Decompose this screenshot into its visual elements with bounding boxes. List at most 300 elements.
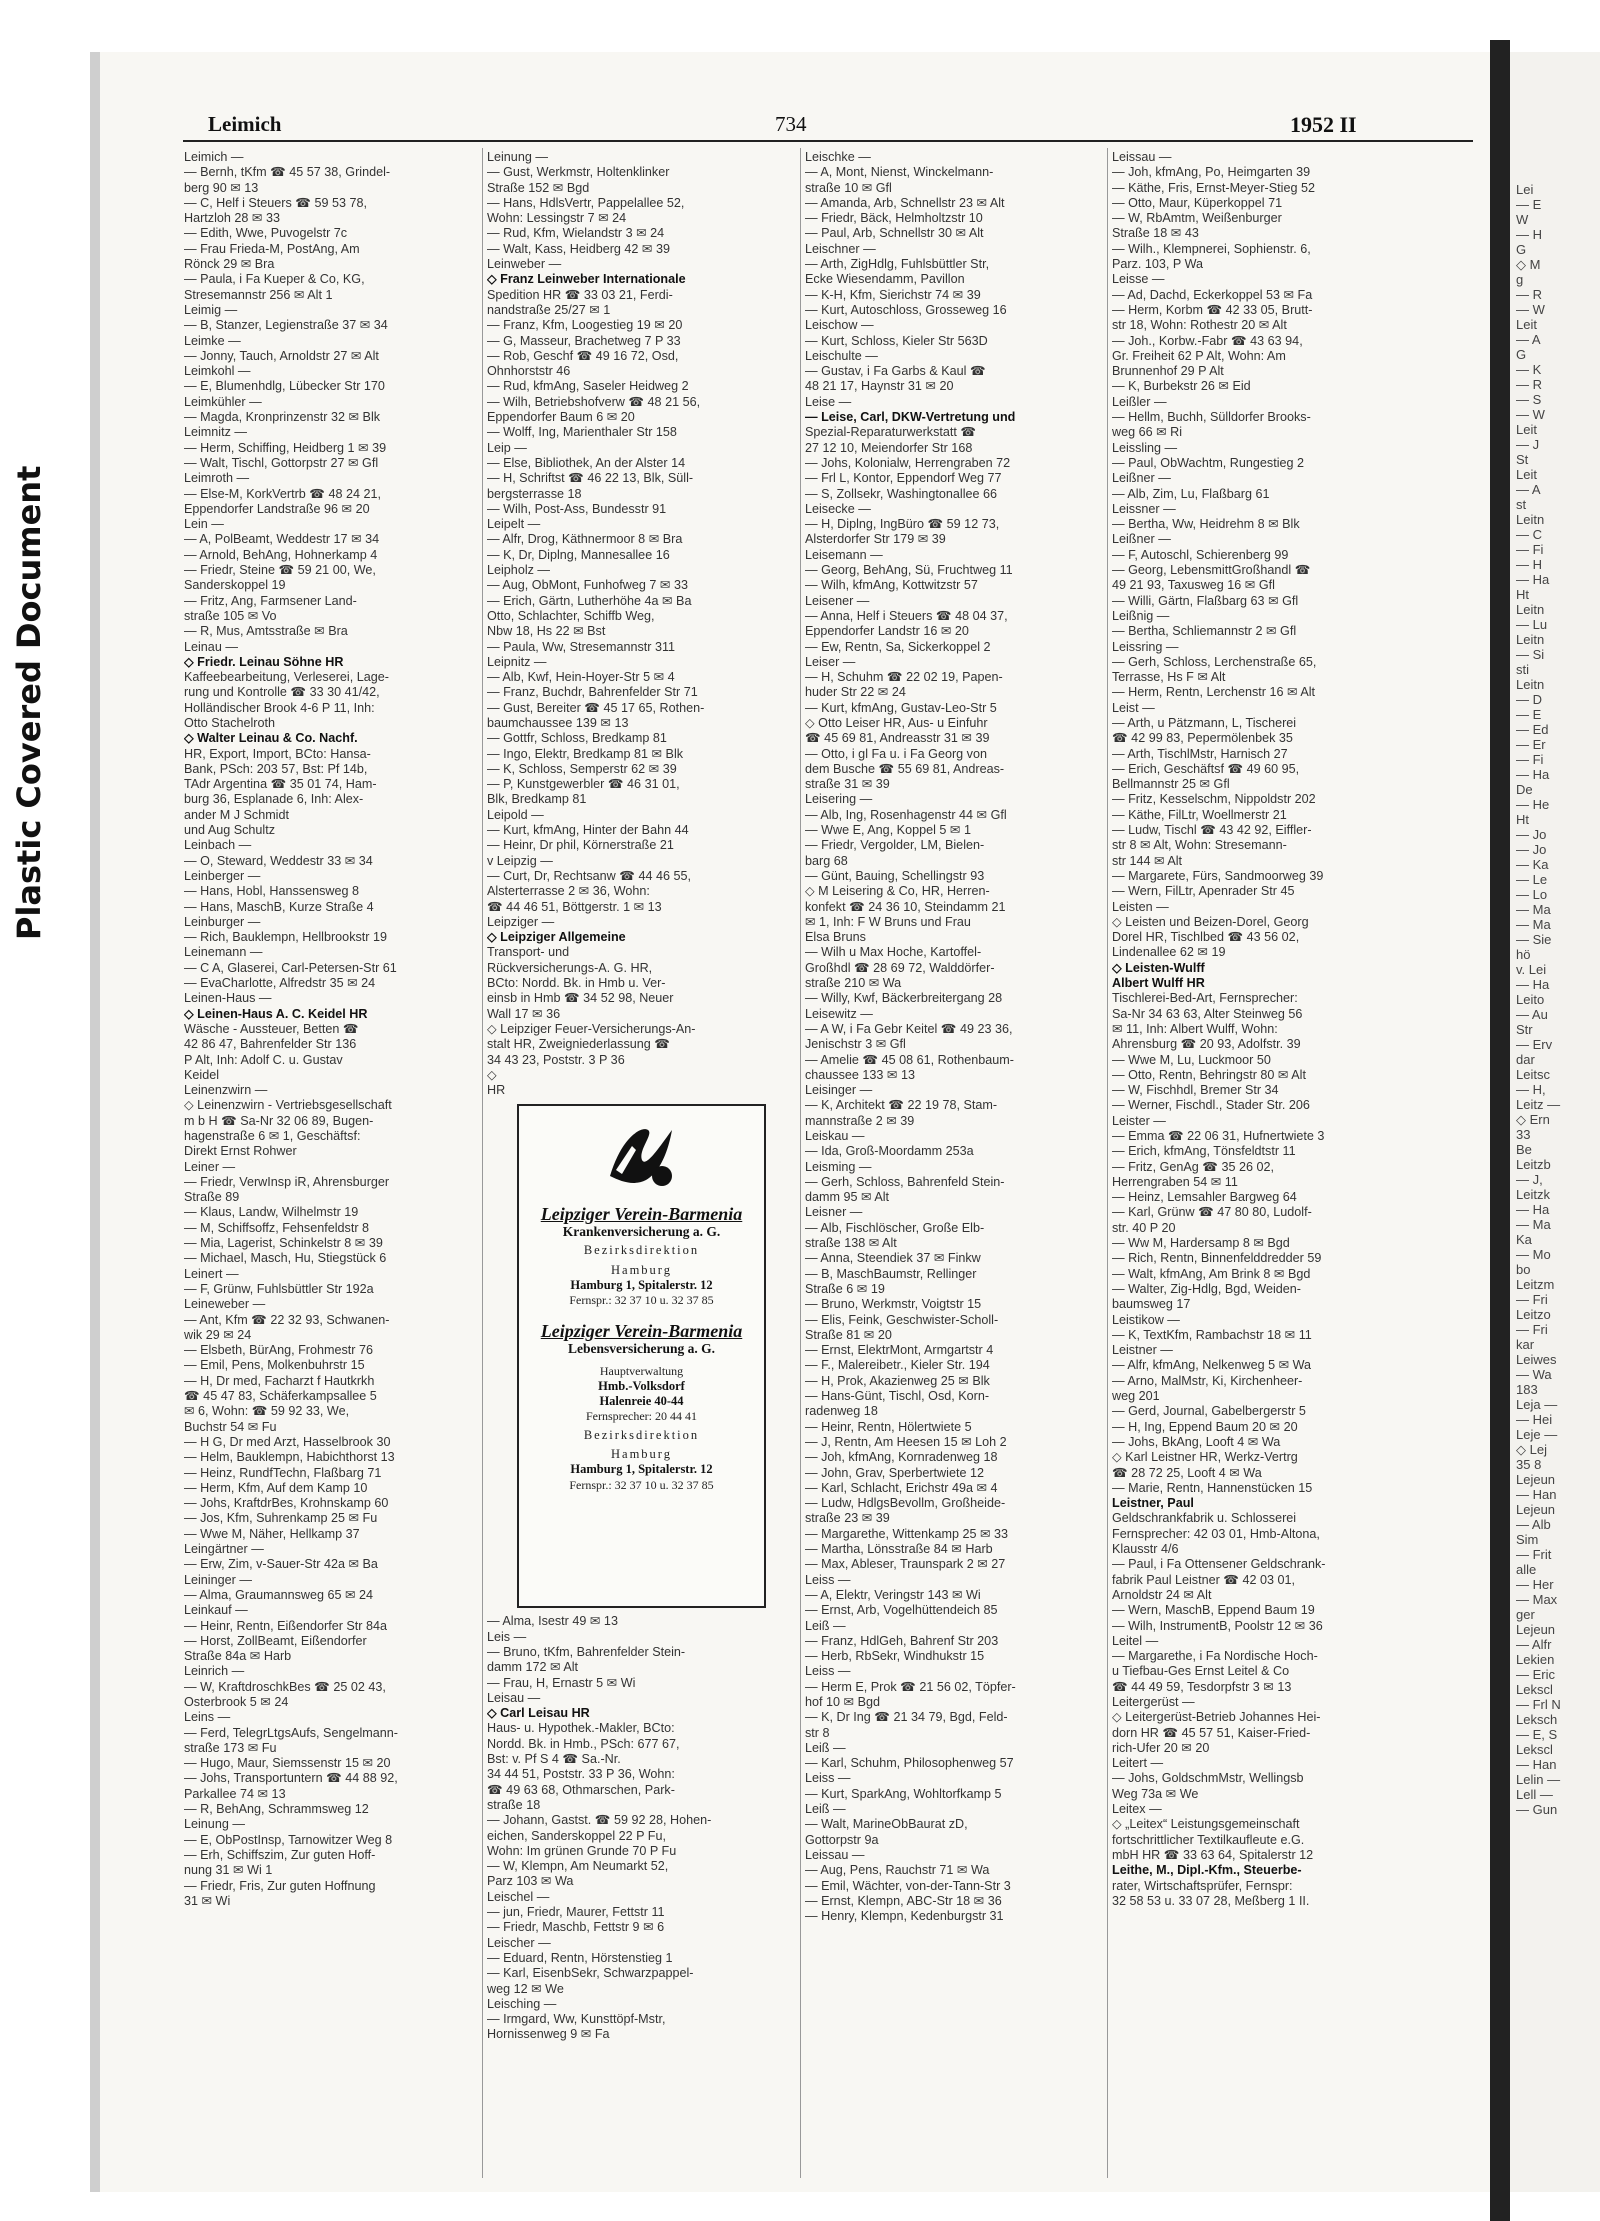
directory-entry-line: Buchstr 54 ✉ Fu (184, 1419, 277, 1434)
directory-entry-line: — Else, Bibliothek, An der Alster 14 (487, 455, 686, 470)
adjacent-page-line: — Ma (1516, 917, 1551, 932)
directory-entry-line: — Irmgard, Ww, Kunsttöpf-Mstr, (487, 2012, 666, 2027)
directory-entry-line: Leiß — (805, 1618, 846, 1633)
directory-entry-line: Leipholz — (487, 563, 551, 578)
adjacent-page-line: Sim (1516, 1532, 1539, 1547)
directory-entry-line: — Johann, Gastst. ☎ 59 92 28, Hohen- (487, 1813, 712, 1828)
directory-entry-line: Holländischer Brook 4-6 P 11, Inh: (184, 700, 375, 715)
directory-entry-line: Leipziger — (487, 914, 555, 929)
directory-entry-line: damm 95 ✉ Alt (805, 1190, 890, 1205)
directory-entry-line: — Fritz, GenAg ☎ 35 26 02, (1112, 1159, 1274, 1174)
directory-entry-line: — E, Blumenhdlg, Lübecker Str 170 (184, 379, 385, 394)
adjacent-page-line: — Ha (1516, 977, 1550, 992)
directory-entry-line: — Emma ☎ 22 06 31, Hufnertwiete 3 (1112, 1129, 1325, 1143)
directory-entry-line: 34 43 23, Poststr. 3 P 36 (487, 1052, 625, 1067)
directory-entry-line: — Emil, Wächter, von-der-Tann-Str 3 (805, 1878, 1011, 1893)
directory-entry-line: Leimkühler — (184, 394, 262, 409)
directory-entry-line: TAdr Argentina ☎ 35 01 74, Ham- (184, 777, 377, 792)
directory-entry-line: Eppendorfer Landstr 16 ✉ 20 (805, 624, 969, 639)
directory-entry-line: Leischel — (487, 1889, 550, 1904)
adjacent-page-line: — C (1516, 527, 1542, 542)
directory-entry-line: Leipold — (487, 807, 544, 822)
directory-entry-line: Brunnenhof 29 P Alt (1112, 364, 1224, 379)
directory-entry-line: Leissner — (1112, 501, 1176, 516)
directory-entry-line: ◇ Karl Leistner HR, Werkz-Vertrg (1112, 1450, 1298, 1465)
adjacent-page-line: bo (1516, 1262, 1531, 1277)
company-logo-icon (602, 1116, 682, 1196)
directory-entry-line: — Otto, Rentn, Behringstr 80 ✉ Alt (1112, 1067, 1306, 1082)
directory-entry-line: — Jos, Kfm, Suhrenkamp 25 ✉ Fu (184, 1511, 378, 1526)
directory-entry-line: ☎ 49 63 68, Othmarschen, Park- (487, 1782, 675, 1797)
directory-entry-line: weg 12 ✉ We (487, 1981, 564, 1996)
adjacent-page-line: — Ed (1516, 722, 1549, 737)
directory-entry-line: — Willi, Gärtn, Flaßbarg 63 ✉ Gfl (1112, 593, 1299, 608)
adjacent-page-line: — J (1516, 437, 1540, 452)
directory-entry-line: Leisse — (1112, 272, 1165, 287)
directory-entry-line: str. 40 P 20 (1112, 1220, 1176, 1235)
directory-entry-line: Leinert — (184, 1266, 239, 1281)
directory-entry-line: — Henry, Klempn, Kedenburgstr 31 (805, 1909, 1004, 1924)
adjacent-page-line: — W (1516, 302, 1545, 317)
adjacent-page-line: ◇ Ern (1516, 1112, 1550, 1127)
directory-entry-line: HR, Export, Import, BCto: Hansa- (184, 746, 371, 761)
ad-address: Hamburg 1, Spitalerstr. 12 (570, 1462, 713, 1477)
directory-entry-line: — K-H, Kfm, Sierichstr 74 ✉ 39 (805, 287, 981, 302)
directory-entry-line: — Ludw, Tischl ☎ 43 42 92, Eiffler- (1112, 823, 1312, 838)
adjacent-page-line: g (1516, 272, 1524, 287)
directory-entry-line: Sa-Nr 34 63 63, Alter Steinweg 56 (1112, 1006, 1303, 1021)
directory-entry-line: Ecke Wiesendamm, Pavillon (805, 272, 965, 287)
directory-entry-line: — J, Rentn, Am Heesen 15 ✉ Loh 2 (805, 1434, 1007, 1449)
directory-entry-line: — Alb, Fischlöscher, Große Elb- (805, 1220, 985, 1235)
directory-entry-line: Straße 6 ✉ 19 (805, 1281, 885, 1296)
directory-entry-line: burg 36, Esplanade 6, Inh: Alex- (184, 792, 364, 807)
directory-entry-line: — Friedr, Vergolder, LM, Bielen- (805, 838, 985, 853)
directory-entry-line: — Wilh u Max Hoche, Kartoffel- (805, 945, 982, 960)
ad-hq-city: Hmb.-Volksdorf (598, 1378, 685, 1393)
directory-entry-line: Leinenzwirn — (184, 1083, 268, 1098)
adjacent-page-line: — H, (1516, 1082, 1546, 1097)
directory-entry-line: — M, Schiffsoffz, Fehsenfeldstr 8 (184, 1220, 370, 1235)
header-rule (183, 140, 1473, 142)
adjacent-page-line: — Ha (1516, 572, 1550, 587)
directory-entry-line: — Ernst, Arb, Vogelhüttendeich 85 (805, 1603, 998, 1618)
directory-entry-line: — Karl, Grünw ☎ 47 80 80, Ludolf- (1112, 1205, 1312, 1220)
directory-entry-line: ◇ Leisten-Wulff (1112, 960, 1205, 975)
adjacent-page-line: ◇ Lej (1516, 1442, 1547, 1457)
directory-entry-line: — Martha, Lönsstraße 84 ✉ Harb (805, 1542, 993, 1557)
directory-entry-line: Hartzloh 28 ✉ 33 (184, 211, 280, 226)
directory-entry-line: Straße 152 ✉ Bgd (487, 180, 590, 195)
directory-entry-line: — Frau Frieda-M, PostAng, Am (184, 241, 360, 256)
directory-entry-line: — Herm, Rentn, Lerchenstr 16 ✉ Alt (1112, 685, 1316, 700)
directory-entry-line: Großhdl ☎ 28 69 72, Walddörfer- (805, 960, 995, 975)
directory-entry-line: — Bertha, Schliemannstr 2 ✉ Gfl (1112, 624, 1297, 639)
directory-entry-line: — Ferd, TelegrLtgsAufs, Sengelmann- (184, 1725, 398, 1740)
directory-entry-line: — Arth, u Pätzmann, L, Tischerei (1112, 715, 1297, 730)
ad-hq-phone: Fernsprecher: 20 44 41 (586, 1409, 697, 1424)
directory-entry-line: Leinrich — (184, 1664, 245, 1679)
directory-entry-line: Leitert — (1112, 1756, 1164, 1771)
directory-entry-line: — Friedr, Steine ☎ 59 21 00, We, (184, 563, 376, 578)
directory-entry-line: straße 23 ✉ 39 (805, 1511, 890, 1526)
adjacent-page-line: Leit (1516, 467, 1537, 482)
directory-entry-line: Leisming — (805, 1159, 872, 1174)
directory-entry-line: — W, Fischhdl, Bremer Str 34 (1112, 1083, 1279, 1098)
directory-entry-line: — G, Masseur, Brachetweg 7 P 33 (487, 333, 681, 348)
directory-entry-line: Kaffeebearbeitung, Verleserei, Lage- (184, 670, 389, 685)
directory-entry-line: — Joh., Korbw.-Fabr ☎ 43 63 94, (1112, 333, 1303, 348)
adjacent-page-line: sti (1516, 662, 1529, 677)
ad-city: Hamburg (611, 1447, 672, 1462)
directory-entry-line: — Horst, ZollBeamt, Eißendorfer (184, 1633, 367, 1648)
directory-entry-line: — H G, Dr med Arzt, Hasselbrook 30 (184, 1434, 391, 1449)
directory-entry-line: — Erich, Gärtn, Lutherhöhe 4a ✉ Ba (487, 593, 692, 608)
directory-entry-line: ☎ 45 69 81, Andreasstr 31 ✉ 39 (805, 731, 990, 746)
directory-entry-line: — Paul, i Fa Ottensener Geldschrank- (1112, 1557, 1326, 1572)
directory-entry-line: Leischulte — (805, 348, 878, 363)
directory-entry-line: berg 90 ✉ 13 (184, 180, 259, 195)
directory-entry-line: Leisewitz — (805, 1006, 873, 1021)
directory-entry-line: — Emil, Pens, Molkenbuhrstr 15 (184, 1358, 365, 1373)
directory-entry-line: — K, TextKfm, Rambachstr 18 ✉ 11 (1112, 1327, 1312, 1342)
directory-entry-line: — Rich, Bauklempn, Hellbrookstr 19 (184, 930, 387, 945)
directory-entry-line: Arnoldstr 24 ✉ Alt (1112, 1587, 1212, 1602)
directory-entry-line: Leistner, Paul (1112, 1496, 1194, 1511)
adjacent-page-line: Leitzb (1516, 1157, 1551, 1172)
directory-entry-line: — Bertha, Ww, Heidrehm 8 ✉ Blk (1112, 517, 1300, 532)
directory-entry-line: hof 10 ✉ Bgd (805, 1694, 880, 1709)
directory-entry-line: bergsterrasse 18 (487, 486, 582, 501)
adjacent-page-line: — Max (1516, 1592, 1558, 1607)
adjacent-page-line: — Au (1516, 1007, 1548, 1022)
directory-entry-line: — B, Stanzer, Legienstraße 37 ✉ 34 (184, 318, 388, 333)
directory-entry-line: — W, Klempn, Am Neumarkt 52, (487, 1859, 669, 1874)
directory-entry-line: Parz 103 ✉ Wa (487, 1874, 574, 1889)
header-keyword: Leimich (208, 112, 282, 136)
directory-entry-line: — K, Architekt ☎ 22 19 78, Stam- (805, 1098, 998, 1113)
adjacent-page-line: — Le (1516, 872, 1548, 887)
directory-entry-line: ◇ Leinenzwirn - Vertriebsgesellschaft (184, 1098, 392, 1113)
directory-entry-line: — Aug, Pens, Rauchstr 71 ✉ Wa (805, 1863, 990, 1878)
adjacent-page-line: alle (1516, 1562, 1537, 1577)
directory-entry-line: Leister — (1112, 1113, 1166, 1128)
directory-entry-line: — Herb, RbSekr, Windhukstr 15 (805, 1649, 985, 1664)
adjacent-page-line: — J, (1516, 1172, 1543, 1187)
directory-entry-line: Albert Wulff HR (1112, 976, 1205, 991)
directory-entry-line: — Ant, Kfm ☎ 22 32 93, Schwanen- (184, 1312, 390, 1327)
directory-entry-line: Keidel (184, 1067, 220, 1082)
adjacent-page-line: Lejeun (1516, 1502, 1556, 1517)
ad-insurance-type: Lebensversicherung a. G. (568, 1340, 715, 1356)
directory-entry-line: — Friedr, VerwInsp iR, Ahrensburger (184, 1174, 390, 1189)
adjacent-page-line: — A (1516, 332, 1541, 347)
directory-entry-line: Wall 17 ✉ 36 (487, 1006, 561, 1021)
directory-entry-line: — Bruno, tKfm, Bahrenfelder Stein- (487, 1645, 686, 1659)
side-label: Plastic Covered Document (10, 465, 48, 940)
directory-entry-line: nung 31 ✉ Wi 1 (184, 1863, 273, 1878)
directory-entry-line: nandstraße 25/27 ✉ 1 (487, 302, 611, 317)
ad-headquarters: Hauptverwaltung (599, 1364, 684, 1379)
directory-entry-line: Leisau — (487, 1690, 541, 1705)
directory-entry-line: — Margarete, Fürs, Sandmoorweg 39 (1112, 868, 1324, 883)
directory-entry-line: Spedition HR ☎ 33 03 21, Ferdi- (487, 287, 673, 302)
directory-entry-line: — Amelie ☎ 45 08 61, Rothenbaum- (805, 1052, 1014, 1067)
directory-entry-line: — Ww M, Hardersamp 8 ✉ Bgd (1112, 1236, 1290, 1251)
adjacent-page-line: — Ha (1516, 1202, 1550, 1217)
directory-entry-line: — Heinr, Rentn, Hölertwiete 5 (805, 1419, 972, 1434)
directory-entry-line: Leinweber — (487, 257, 562, 272)
directory-entry-line: — Käthe, Fris, Ernst-Meyer-Stieg 52 (1112, 180, 1315, 195)
adjacent-page-line: — Ma (1516, 902, 1551, 917)
directory-entry-line: Fernsprecher: 42 03 01, Hmb-Altona, (1112, 1526, 1320, 1541)
directory-entry-line: — Wern, FilLtr, Apenrader Str 45 (1112, 884, 1295, 899)
directory-entry-line: Leis — (487, 1629, 527, 1644)
directory-entry-line: Leimnitz — (184, 425, 247, 440)
directory-entry-line: Jenischstr 3 ✉ Gfl (805, 1037, 906, 1052)
directory-entry-line: Straße 18 ✉ 43 (1112, 226, 1199, 241)
adjacent-page-line: — H (1516, 557, 1542, 572)
directory-entry-line: radenweg 18 (805, 1404, 878, 1419)
directory-entry-line: — C A, Glaserei, Carl-Petersen-Str 61 (184, 960, 397, 975)
directory-entry-line: — Ad, Dachd, Eckerkoppel 53 ✉ Fa (1112, 287, 1313, 302)
directory-entry-line: — Joh, kfmAng, Po, Heimgarten 39 (1112, 165, 1311, 180)
directory-entry-line: Alsterdorfer Str 179 ✉ 39 (805, 532, 946, 547)
ad-company-name: Leipziger Verein-Barmenia (540, 1320, 743, 1341)
directory-entry-line: barg 68 (805, 853, 848, 868)
directory-entry-line: — Paula, i Fa Kueper & Co, KG, (184, 272, 365, 287)
directory-entry-line: Alsterterrasse 2 ✉ 36, Wohn: (487, 884, 650, 899)
directory-entry-line: ◇ Leipziger Allgemeine (487, 930, 626, 945)
ad-phone: Fernspr.: 32 37 10 u. 32 37 85 (569, 1477, 714, 1492)
directory-entry-line: — Anna, Helf i Steuers ☎ 48 04 37, (805, 608, 1008, 623)
adjacent-page-line: Leksch (1516, 1712, 1558, 1727)
directory-entry-line: — Arth, TischlMstr, Harnisch 27 (1112, 746, 1288, 761)
adjacent-page-line: Lelin — (1516, 1772, 1561, 1787)
directory-entry-line: — Walt, kfmAng, Am Brink 8 ✉ Bgd (1112, 1266, 1311, 1281)
directory-entry-line: — Walter, Zig-Hdlg, Bgd, Weiden- (1112, 1281, 1301, 1296)
adjacent-page-line: Leit (1516, 422, 1537, 437)
directory-entry-line: — Herm E, Prok ☎ 21 56 02, Töpfer- (805, 1679, 1016, 1694)
directory-entry-line: Leinung — (184, 1817, 245, 1832)
directory-entry-line: — Franz, Kfm, Loogestieg 19 ✉ 20 (487, 318, 683, 333)
directory-entry-line: ◇ Franz Leinweber Internationale (487, 272, 686, 287)
directory-entry-line: — Wilh, kfmAng, Kottwitzstr 57 (805, 578, 978, 593)
directory-entry-line: — Hellm, Buchh, Sülldorfer Brooks- (1112, 410, 1311, 425)
directory-entry-line: — Ida, Groß-Moordamm 253a (805, 1144, 974, 1159)
directory-entry-line: — Wern, MaschB, Eppend Baum 19 (1112, 1603, 1315, 1618)
directory-entry-line: — Amanda, Arb, Schnellstr 23 ✉ Alt (805, 195, 1005, 210)
adjacent-page-line: Ht (1516, 587, 1529, 602)
directory-entry-line: Bst: v. Pf S 4 ☎ Sa.-Nr. (487, 1752, 621, 1767)
insurance-advertisement (517, 1104, 766, 1608)
adjacent-page-line: — Lu (1516, 617, 1548, 632)
adjacent-page-line: — Mo (1516, 1247, 1551, 1262)
adjacent-page-line: ger (1516, 1607, 1535, 1622)
directory-entry-line: — K, Schloss, Semperstr 62 ✉ 39 (487, 761, 677, 776)
ad-hq-address: Halenreie 40-44 (599, 1394, 684, 1409)
adjacent-page-line: — Eric (1516, 1667, 1555, 1682)
directory-entry-line: — Gustav, i Fa Garbs & Kaul ☎ (805, 364, 986, 379)
directory-entry-line: ✉ 6, Wohn: ☎ 59 92 33, We, (184, 1404, 350, 1419)
adjacent-page-line: — Gun (1516, 1802, 1558, 1817)
directory-entry-line: Leißnig — (1112, 608, 1170, 623)
directory-entry-line: — Walt, Tischl, Gottorpstr 27 ✉ Gfl (184, 455, 379, 470)
directory-entry-line: mbH HR ☎ 33 63 64, Spitalerstr 12 (1112, 1847, 1314, 1862)
directory-entry-line: — Wwe M, Lu, Luckmoor 50 (1112, 1052, 1271, 1067)
directory-entry-line: — Rob, Geschf ☎ 49 16 72, Osd, (487, 348, 679, 363)
directory-entry-line: ☎ 28 72 25, Looft 4 ✉ Wa (1112, 1465, 1262, 1480)
directory-entry-line: Leimig — (184, 302, 238, 317)
directory-entry-line: Leiss — (805, 1771, 851, 1786)
directory-entry-line: dem Busche ☎ 55 69 81, Andreas- (805, 761, 1005, 776)
directory-entry-line: — Joh, kfmAng, Kornradenweg 18 (805, 1450, 998, 1465)
directory-entry-line: Leisering — (805, 792, 873, 807)
directory-entry-line: — Eduard, Rentn, Hörstenstieg 1 (487, 1950, 673, 1965)
adjacent-page-line: — Ma (1516, 1217, 1551, 1232)
directory-entry-line: ☎ 44 46 51, Böttgerstr. 1 ✉ 13 (487, 899, 662, 914)
directory-entry-line: — Margarethe, i Fa Nordische Hoch- (1112, 1649, 1318, 1664)
directory-entry-line: 34 44 51, Poststr. 33 P 36, Wohn: (487, 1767, 675, 1782)
adjacent-page-line: Lekscl (1516, 1682, 1553, 1697)
adjacent-page-line: Leitzo (1516, 1307, 1551, 1322)
directory-entry-line: — Friedr, Fris, Zur guten Hoffnung (184, 1878, 376, 1893)
directory-entry-line: Rönck 29 ✉ Bra (184, 257, 275, 272)
directory-entry-line: Nordd. Bk. in Hmb., PSch: 677 67, (487, 1736, 680, 1751)
directory-entry-line: ◇ Friedr. Leinau Söhne HR (184, 654, 344, 669)
directory-entry-line: — Georg, LebensmittGroßhandl ☎ (1112, 563, 1311, 578)
directory-entry-line: — Georg, BehAng, Sü, Fruchtweg 11 (805, 563, 1013, 578)
directory-entry-line: — Gust, Bereiter ☎ 45 17 65, Rothen- (487, 700, 705, 715)
directory-entry-line: Leineweber — (184, 1297, 266, 1312)
directory-entry-line: Leip — (487, 440, 527, 455)
directory-entry-line: Leissau — (805, 1847, 865, 1862)
directory-entry-line: Straße 89 (184, 1190, 240, 1205)
directory-entry-line: — C, Helf i Steuers ☎ 59 53 78, (184, 195, 367, 210)
directory-entry-line: — Walt, MarineObBaurat zD, (805, 1817, 968, 1832)
adjacent-page-line: st (1516, 497, 1527, 512)
directory-entry-line: — Karl, Schuhm, Philosophenweg 57 (805, 1756, 1014, 1771)
directory-entry-line: — Otto, Maur, Küperkoppel 71 (1112, 195, 1283, 210)
directory-entry-line: — Hans, Hobl, Hanssensweg 8 (184, 884, 359, 899)
adjacent-page-line: — He (1516, 797, 1550, 812)
adjacent-page-line: — Lo (1516, 887, 1548, 902)
adjacent-page-line: — Hei (1516, 1412, 1553, 1427)
directory-entry-line: — Max, Ableser, Traunspark 2 ✉ 27 (805, 1557, 1006, 1572)
adjacent-page-line: Ka (1516, 1232, 1532, 1247)
directory-entry-line: — P, Kunstgewerbler ☎ 46 31 01, (487, 777, 680, 792)
directory-entry-line: ◇ Leinen-Haus A. C. Keidel HR (184, 1006, 368, 1021)
directory-entry-line: — H, Schriftst ☎ 46 22 13, Blk, Süll- (487, 471, 694, 486)
directory-entry-line: — H, Diplng, IngBüro ☎ 59 12 73, (805, 517, 1000, 532)
adjacent-page-line: St (1516, 452, 1529, 467)
adjacent-page-line: 33 (1516, 1127, 1531, 1142)
directory-entry-line: Hornissenweg 9 ✉ Fa (487, 2027, 610, 2042)
adjacent-page-line: — E, S (1516, 1727, 1558, 1742)
directory-entry-line: Leissling — (1112, 440, 1178, 455)
directory-entry-line: — K, Dr, Diplng, Mannesallee 16 (487, 547, 670, 562)
directory-entry-line: Sanderskoppel 19 (184, 578, 286, 593)
directory-entry-line: — Wwe M, Näher, Hellkamp 37 (184, 1526, 360, 1541)
directory-entry-line: — Paula, Ww, Stresemannstr 311 (487, 639, 676, 654)
directory-entry-line: Leisener — (805, 593, 870, 608)
directory-entry-line: — Gerh, Schloss, Lerchenstraße 65, (1112, 654, 1317, 669)
directory-entry-line: — Ernst, ElektrMont, Armgartstr 4 (805, 1343, 994, 1358)
adjacent-page-line: — R (1516, 287, 1542, 302)
directory-entry-line: v Leipzig — (487, 853, 553, 868)
directory-entry-line: — Werner, Fischdl., Stader Str. 206 (1112, 1098, 1310, 1113)
directory-entry-line: Leingärtner — (184, 1542, 264, 1557)
adjacent-page-line: — Sie (1516, 932, 1552, 947)
directory-entry-line: — Wilh, InstrumentB, Poolstr 12 ✉ 36 (1112, 1618, 1323, 1633)
directory-entry-line: — Herm, Kfm, Auf dem Kamp 10 (184, 1480, 368, 1495)
directory-entry-line: ☎ 44 49 59, Tesdorpfstr 3 ✉ 13 (1112, 1679, 1292, 1694)
directory-entry-line: — Franz, Buchdr, Bahrenfelder Str 71 (487, 685, 698, 700)
adjacent-page-line: — D (1516, 692, 1542, 707)
directory-entry-line: — Alma, Graumannsweg 65 ✉ 24 (184, 1587, 374, 1602)
ad-insurance-type: Krankenversicherung a. G. (562, 1224, 721, 1239)
directory-entry-line: — Friedr, Bäck, Helmholtzstr 10 (805, 211, 983, 226)
adjacent-page-line: Leitzm (1516, 1277, 1555, 1292)
directory-entry-line: dorn HR ☎ 45 57 51, Kaiser-Fried- (1112, 1725, 1311, 1740)
directory-entry-line: Leinberger — (184, 868, 261, 883)
directory-entry-line: — Alb, Ing, Rosenhagenstr 44 ✉ Gfl (805, 807, 1007, 822)
directory-entry-line: — Karl, EisenbSekr, Schwarzpappel- (487, 1966, 694, 1981)
directory-entry-line: Leißner — (1112, 532, 1171, 547)
directory-entry-line: — Johs, Transportuntern ☎ 44 88 92, (184, 1771, 398, 1786)
directory-entry-line: Leisner — (805, 1205, 863, 1220)
directory-entry-line: Leinburger — (184, 914, 261, 929)
directory-entry-line: Leiß — (805, 1802, 846, 1817)
directory-entry-line: Eppendorfer Baum 6 ✉ 20 (487, 410, 635, 425)
directory-entry-line: — W, RbAmtm, Weißenburger (1112, 211, 1282, 226)
directory-entry-line: — Curt, Dr, Rechtsanw ☎ 44 46 55, (487, 868, 691, 883)
adjacent-page-line: — Fi (1516, 542, 1544, 557)
directory-entry-line: — Johs, GoldschmMstr, Wellingsb (1112, 1771, 1304, 1786)
directory-entry-line: 32 58 53 u. 33 07 28, Meßberg 1 II. (1112, 1893, 1310, 1908)
adjacent-page-line: Leja — (1516, 1397, 1558, 1412)
directory-entry-line: ◇ Leipziger Feuer-Versicherungs-An- (487, 1021, 696, 1036)
directory-entry-line: Leinbach — (184, 838, 252, 853)
directory-column-1 (184, 150, 494, 2180)
adjacent-page-line: W (1516, 212, 1529, 227)
adjacent-page-line: — Her (1516, 1577, 1554, 1592)
adjacent-page-line: Leitn (1516, 602, 1545, 617)
directory-entry-line: — Ludw, HdlgsBevollm, Großheide- (805, 1496, 1006, 1511)
directory-entry-line: — Ew, Rentn, Sa, Sickerkoppel 2 (805, 639, 991, 654)
adjacent-page-line: — Fi (1516, 752, 1544, 767)
directory-entry-line: Leipnitz — (487, 654, 547, 669)
directory-entry-line: — Gottfr, Schloss, Bredkamp 81 (487, 731, 667, 746)
directory-entry-line: Leiskau — (805, 1129, 865, 1143)
adjacent-page-line: G (1516, 242, 1527, 257)
directory-column-3 (805, 150, 1115, 2180)
directory-entry-line: — Paul, ObWachtm, Rungestieg 2 (1112, 455, 1305, 470)
directory-entry-line: — Rud, Kfm, Wielandstr 3 ✉ 24 (487, 226, 665, 241)
directory-entry-line: — Hans, HdlsVertr, Pappelallee 52, (487, 195, 685, 210)
directory-entry-line: — Edith, Wwe, Puvogelstr 7c (184, 226, 348, 241)
directory-entry-line: — A, PolBeamt, Weddestr 17 ✉ 34 (184, 532, 380, 547)
directory-entry-line: — Rud, kfmAng, Saseler Heidweg 2 (487, 379, 689, 394)
directory-entry-line: ✉ 11, Inh: Albert Wulff, Wohn: (1112, 1021, 1278, 1036)
directory-entry-line: Leischner — (805, 241, 876, 256)
directory-entry-line: — Mia, Lagerist, Schinkelstr 8 ✉ 39 (184, 1236, 383, 1251)
directory-entry-line: — Arth, ZigHdlg, Fuhlsbüttler Str, (805, 257, 990, 272)
adjacent-page-line: De (1516, 782, 1533, 797)
adjacent-page-line: Leitn (1516, 632, 1545, 647)
adjacent-page-line: Leitsc (1516, 1067, 1550, 1082)
directory-entry-line: — Walt, Kass, Heidberg 42 ✉ 39 (487, 241, 670, 256)
